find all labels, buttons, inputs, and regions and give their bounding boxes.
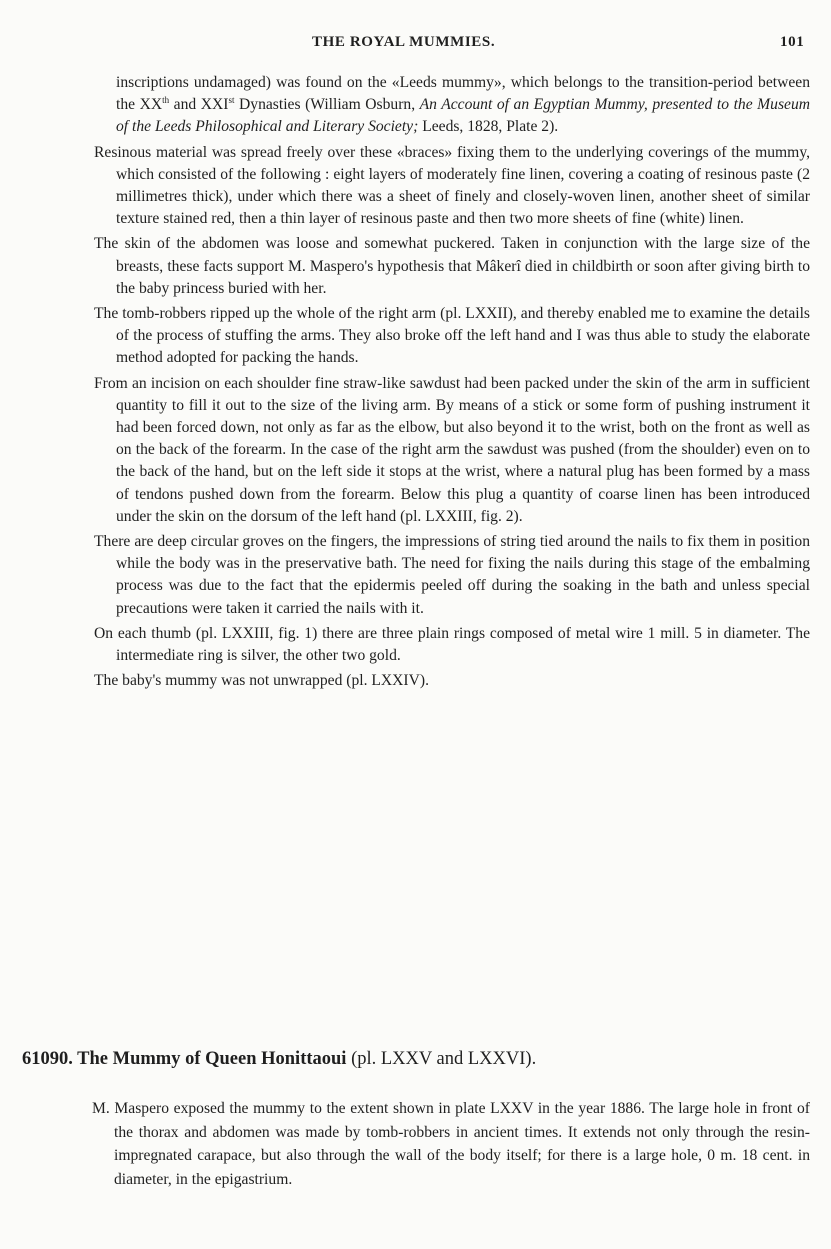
paragraph-sawdust-packing: From an incision on each shoulder fine straw-like sawdust had been packed under the skin of the arm in sufficient quantity to fill it out to the size of the living arm. By means of a stick or some form of pushing instrument it had been forced down, not only as far as the elbow, but also beyond it to the wrist, both on the front as well as on the back of the forearm. In the case of the right arm the sawdust was pushed (from the shoulder) even on to the back of the hand, but on the left side it stops at the wrist, where a natural plug has been formed by a mass of tendons pushed down from the forearm. Below this plug a quantity of coarse linen has been introduced under the skin on the dorsum of the left hand (pl. LXXIII, fig. 2). [94, 374, 810, 525]
running-title: THE ROYAL MUMMIES. [312, 34, 496, 50]
page-number: 101 [780, 34, 805, 50]
paragraph-leeds-mummy [94, 72, 810, 139]
section-heading [22, 1047, 812, 1071]
text-span: and XXI [169, 96, 229, 114]
text-span: inscriptions undamaged) was found on the «Leeds mummy», which belongs to the transition-period between the XX [116, 74, 810, 114]
paragraph-maspero-exposed: M. Maspero exposed the mummy to the extent shown in plate LXXV in the year 1886. The large hole in front of the thorax and abdomen was made by tomb-robbers in ancient times. It extends not only through the resin-impregnated carapace, but also through the wall of the body itself; for there is a large hole, 0 m. 18 cent. in diameter, in the epigastrium. [92, 1100, 810, 1188]
paragraph-resinous-material: Resinous material was spread freely over these «braces» fixing them to the underlying coverings of the mummy, which consisted of the following : eight layers of moderately fine linen, covering a coating of resinous paste (2 millimetres thick), under which there was a sheet of finely and closely-woven linen, another sheet of similar texture stained red, then a thin layer of resinous paste and then two more sheets of fine (white) linen. [94, 143, 810, 228]
main-text [94, 72, 810, 695]
superscript: th [162, 95, 170, 106]
citation-title: An Account of an Egyptian Mummy, presented to the Museum of the Leeds Philosophical and Literary Society; [116, 96, 810, 136]
paragraph-thumb-rings: On each thumb (pl. LXXIII, fig. 1) there are three plain rings composed of metal wire 1 mill. 5 in diameter. The intermediate ring is silver, the other two gold. [94, 624, 810, 665]
section-number-title: 61090. The Mummy of Queen Honittaoui [22, 1049, 347, 1069]
section-body [92, 1097, 810, 1191]
paragraph-baby-mummy: The baby's mummy was not unwrapped (pl. LXXIV). [94, 672, 429, 690]
superscript: st [228, 95, 235, 106]
paragraph-right-arm: The tomb-robbers ripped up the whole of the right arm (pl. LXXII), and thereby enabled me to examine the details of the process of stuffing the arms. They also broke off the left hand and I was thus able to study the elaborate method adopted for packing the hands. [94, 305, 810, 367]
running-header [0, 34, 831, 56]
section-plates: (pl. LXXV and LXXVI). [346, 1049, 537, 1069]
paragraph-finger-groves: There are deep circular groves on the fingers, the impressions of string tied around the nails to fix them in position while the body was in the preservative bath. The need for fixing the nails during this stage of the embalming process was due to the fact that the epidermis peeled off during the soaking in the bath and unless special precautions were taken it carried the nails with it. [94, 533, 810, 617]
paragraph-abdomen-skin: The skin of the abdomen was loose and somewhat puckered. Taken in conjunction with the large size of the breasts, these facts support M. Maspero's hypothesis that Mâkerî died in childbirth or soon after giving birth to the baby princess buried with her. [94, 235, 810, 297]
text-span: Dynasties (William Osburn, [234, 96, 420, 114]
text-span: Leeds, 1828, Plate 2). [418, 118, 559, 136]
